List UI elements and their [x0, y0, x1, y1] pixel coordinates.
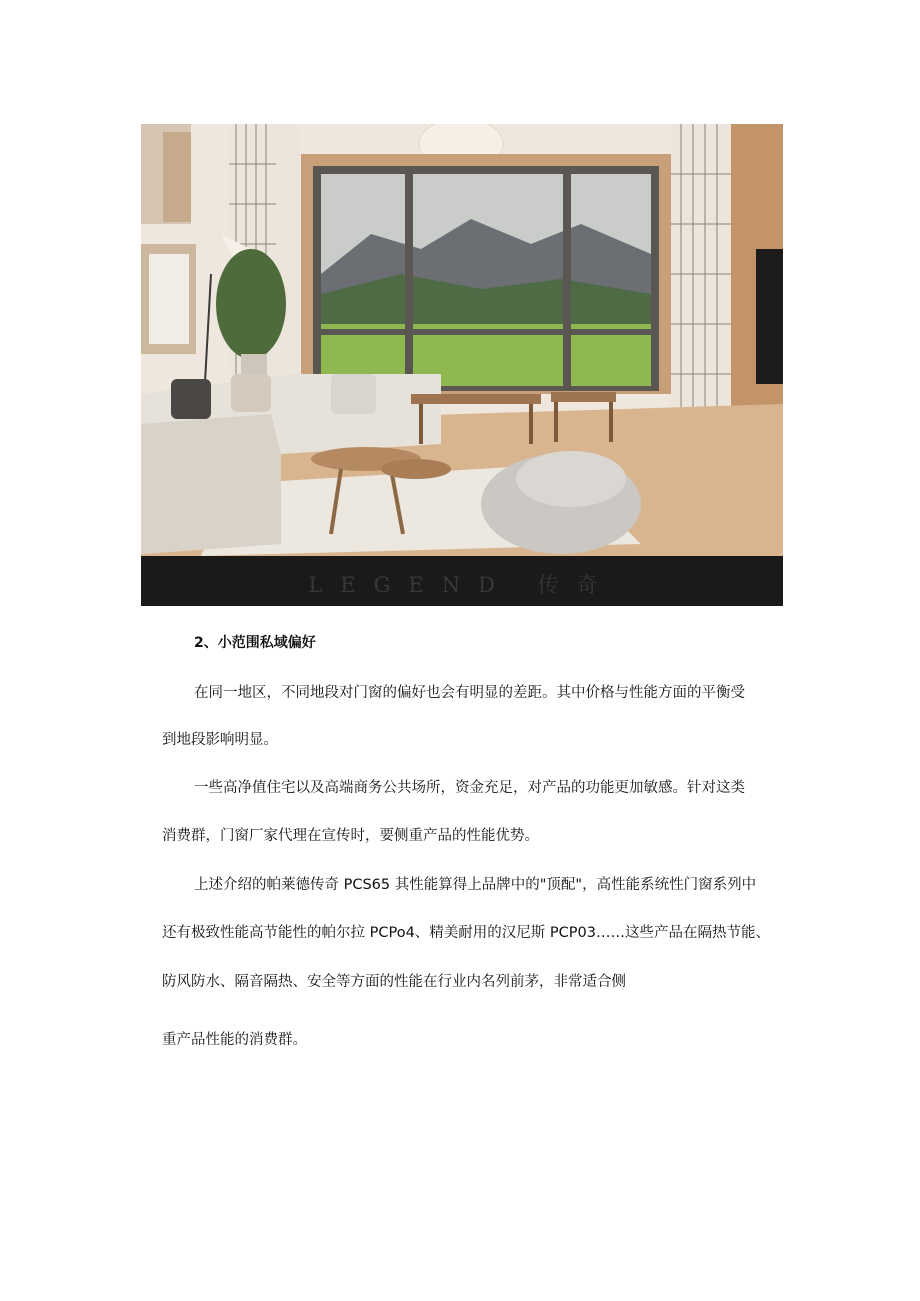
paragraph-1-line-2: 到地段影响明显。	[162, 732, 278, 748]
room-illustration	[141, 124, 783, 556]
paragraph-3-line-1: 上述介绍的帕莱德传奇 PCS65 其性能算得上品牌中的"顶配"，高性能系统性门窗系列中	[194, 877, 757, 893]
paragraph-3-line-4: 重产品性能的消费群。	[162, 1032, 307, 1048]
caption-band	[141, 556, 783, 606]
paragraph-1-line-1: 在同一地区，不同地段对门窗的偏好也会有明显的差距。其中价格与性能方面的平衡受	[194, 685, 745, 701]
paragraph-2-line-1: 一些高净值住宅以及高端商务公共场所，资金充足，对产品的功能更加敏感。针对这类	[194, 780, 745, 796]
paragraph-3-line-2: 还有极致性能高节能性的帕尔拉 PCPo4、精美耐用的汉尼斯 PCP03……这些产品在隔热节能、	[162, 925, 770, 941]
section-heading: 2、小范围私域偏好	[194, 635, 316, 651]
paragraph-2-line-2: 消费群，门窗厂家代理在宣传时，要侧重产品的性能优势。	[162, 828, 539, 844]
room-photo	[141, 124, 783, 606]
paragraph-3-line-3: 防风防水、隔音隔热、安全等方面的性能在行业内名列前茅，非常适合侧	[162, 974, 626, 990]
figure-caption: LEGEND 传奇	[308, 573, 616, 597]
